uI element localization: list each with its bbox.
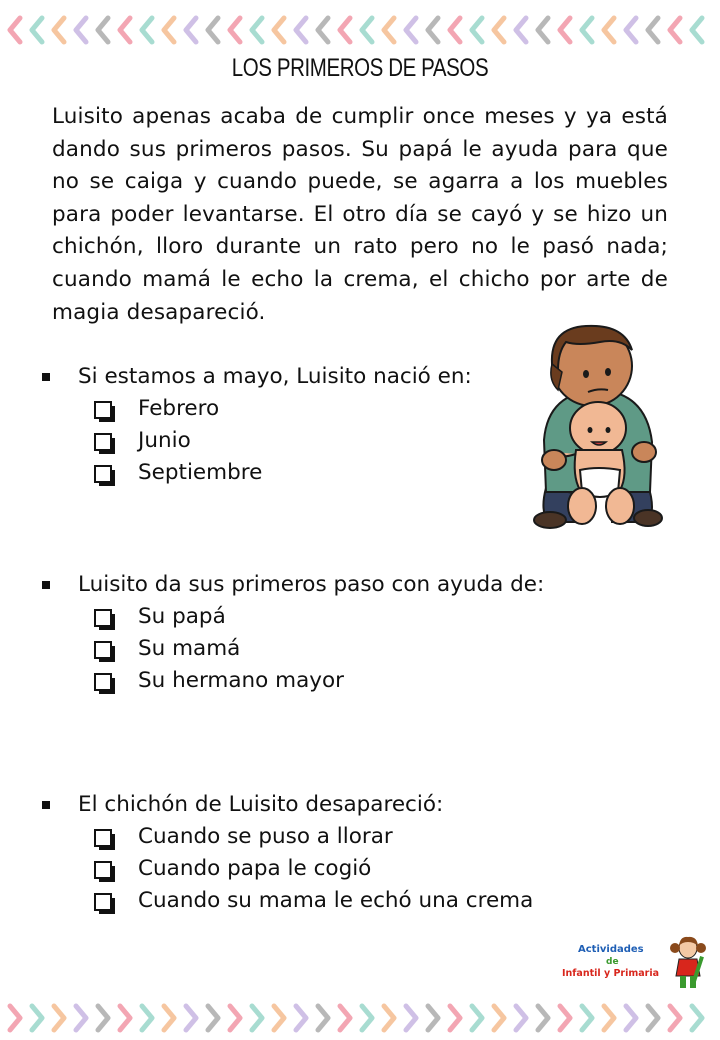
chevron-mark [252,18,262,42]
chevron-mark [626,18,636,42]
option-label: Cuando su mama le echó una crema [138,888,534,913]
chevron-mark [164,1006,174,1030]
square-bullet-icon [42,801,50,809]
chevron-mark [186,18,196,42]
father-and-baby-illustration [528,320,668,532]
chevron-mark [362,18,372,42]
brand-logo [560,936,708,992]
option-label: Su papá [138,604,226,629]
checkbox-icon[interactable] [94,433,112,451]
chevron-mark [32,1006,42,1030]
answer-option[interactable] [42,821,602,853]
chevron-mark [648,1006,658,1030]
chevron-mark [516,18,526,42]
checkbox-icon[interactable] [94,861,112,879]
option-label: Septiembre [138,460,263,485]
chevron-mark [208,18,218,42]
chevron-mark [98,1006,108,1030]
chevron-mark [472,18,482,42]
bottom-chevron-border [0,1000,720,1036]
chevron-mark [450,1006,460,1030]
chevron-mark [54,18,64,42]
answer-option[interactable] [42,665,602,697]
chevron-mark [560,1006,570,1030]
option-label: Febrero [138,396,220,421]
option-label: Su mamá [138,636,241,661]
chevron-mark [10,1006,20,1030]
chevron-mark [692,18,702,42]
chevron-mark [450,18,460,42]
chevron-mark [494,1006,504,1030]
chevron-mark [428,18,438,42]
chevron-mark [274,18,284,42]
chevron-mark [340,1006,350,1030]
chevron-mark [406,18,416,42]
checkbox-icon[interactable] [94,465,112,483]
chevron-mark [494,18,504,42]
option-label: Su hermano mayor [138,668,344,693]
chevron-mark [604,18,614,42]
chevron-mark [296,18,306,42]
chevron-mark [230,1006,240,1030]
answer-option[interactable] [42,633,602,665]
chevron-mark [252,1006,262,1030]
answer-option[interactable] [42,853,602,885]
chevron-mark [670,1006,680,1030]
chevron-mark [164,18,174,42]
chevron-mark [648,18,658,42]
chevron-mark [296,1006,306,1030]
chevron-mark [604,1006,614,1030]
logo-line-3: Infantil y Primaria [562,968,660,979]
chevron-mark [560,18,570,42]
chevron-mark [98,18,108,42]
chevron-mark [384,18,394,42]
answer-option[interactable] [42,885,602,917]
top-chevron-border [0,12,720,48]
chevron-mark [142,1006,152,1030]
chevron-mark [582,18,592,42]
chevron-mark [76,18,86,42]
logo-line-1: Actividades [578,944,644,955]
chevron-mark [384,1006,394,1030]
checkbox-icon[interactable] [94,641,112,659]
option-label: Junio [138,428,191,453]
story-paragraph: Luisito apenas acaba de cumplir once meses y ya está dando sus primeros pasos. Su papá le ayuda para que no se caiga y cuando puede, se agarra a los muebles para poder levantarse. El otro día se cayó y se hizo un chichón, lloro durante un rato pero no le pasó nada; cuando mamá le echo la crema, el chicho por arte de magia desapareció. [52,104,668,325]
square-bullet-icon [42,581,50,589]
chevron-mark [318,18,328,42]
option-label: Cuando papa le cogió [138,856,372,881]
square-bullet-icon [42,373,50,381]
question-text: El chichón de Luisito desapareció: [78,792,444,817]
page-title: LOS PRIMEROS DE PASOS [231,54,489,82]
chevron-mark [406,1006,416,1030]
chevron-mark [582,1006,592,1030]
chevron-mark [230,18,240,42]
question-3 [42,789,602,917]
chevron-mark [120,1006,130,1030]
chevron-mark [54,1006,64,1030]
chevron-mark [538,1006,548,1030]
chevron-mark [626,1006,636,1030]
answer-option[interactable] [42,457,602,489]
chevron-mark [362,1006,372,1030]
chevron-mark [318,1006,328,1030]
chevron-mark [186,1006,196,1030]
question-2 [42,569,602,697]
chevron-mark [538,18,548,42]
answer-option[interactable] [42,393,602,425]
chevron-mark [76,1006,86,1030]
answer-option[interactable] [42,425,602,457]
option-label: Cuando se puso a llorar [138,824,393,849]
checkbox-icon[interactable] [94,401,112,419]
question-text: Luisito da sus primeros paso con ayuda de: [78,572,545,597]
chevron-mark [142,18,152,42]
checkbox-icon[interactable] [94,893,112,911]
question-text: Si estamos a mayo, Luisito nació en: [78,364,472,389]
checkbox-icon[interactable] [94,609,112,627]
question-1 [42,361,602,489]
chevron-mark [208,1006,218,1030]
chevron-mark [274,1006,284,1030]
logo-line-2: de [606,957,619,967]
chevron-mark [340,18,350,42]
checkbox-icon[interactable] [94,673,112,691]
checkbox-icon[interactable] [94,829,112,847]
chevron-mark [516,1006,526,1030]
chevron-mark [692,1006,702,1030]
chevron-mark [670,18,680,42]
chevron-mark [120,18,130,42]
chevron-mark [472,1006,482,1030]
girl-mascot-icon [670,936,706,990]
chevron-mark [10,18,20,42]
chevron-mark [428,1006,438,1030]
answer-option[interactable] [42,601,602,633]
chevron-mark [32,18,42,42]
